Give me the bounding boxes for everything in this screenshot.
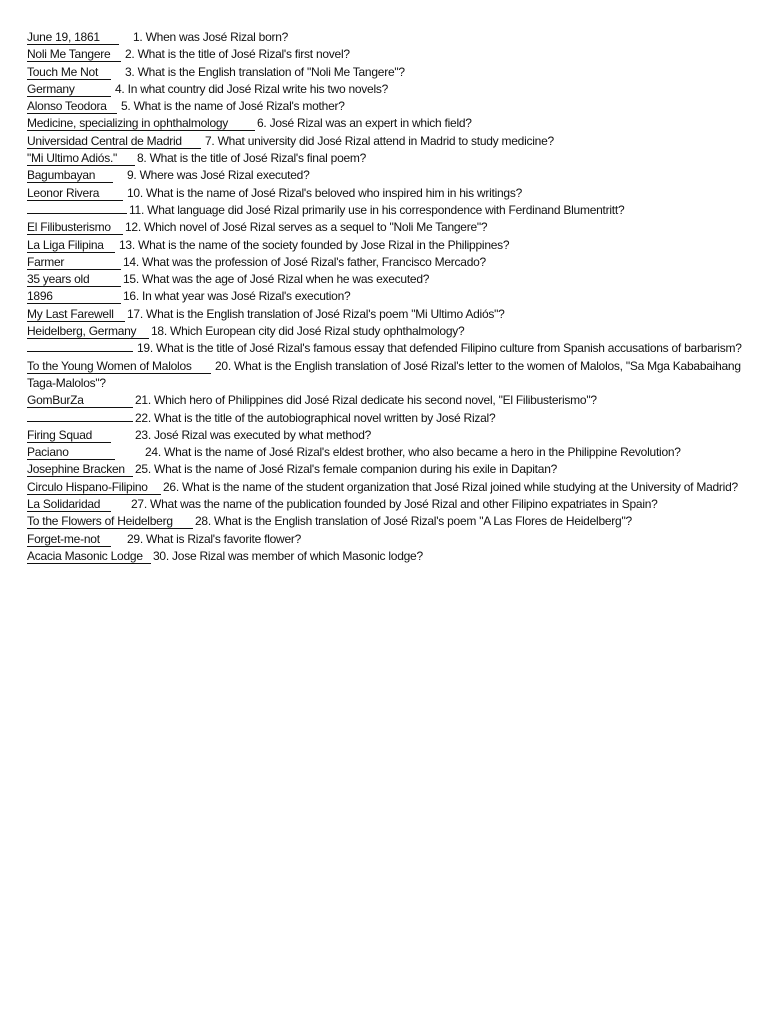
question-text: What is the name of the student organization that José Rizal joined while studying at the University of Madrid? (182, 479, 738, 494)
question-item (27, 392, 748, 409)
question-text: What was the age of José Rizal when he was executed? (142, 272, 430, 287)
question-text: Which novel of José Rizal serves as a sequel to "Noli Me Tangere"? (144, 220, 488, 235)
question-item (27, 237, 748, 254)
question-number: 30. (153, 548, 169, 563)
question-text: In what year was José Rizal's execution? (142, 289, 351, 304)
question-text: What is the title of José Rizal's final poem? (149, 151, 367, 166)
question-text: Which hero of Philippines did José Rizal dedicate his second novel, "El Filibusterismo"? (154, 393, 597, 408)
question-number: 6. (257, 116, 267, 131)
answer-blank: Noli Me Tangere (27, 48, 121, 62)
question-item (27, 150, 748, 167)
question-number: 13. (119, 237, 135, 252)
question-text: What was the name of the publication founded by José Rizal and other Filipino expatriates in Spain? (150, 497, 658, 512)
answer-blank: Heidelberg, Germany (27, 325, 149, 339)
question-item (27, 531, 748, 548)
answer-blank: Medicine, specializing in ophthalmology (27, 117, 255, 131)
answer-blank: Josephine Bracken (27, 463, 133, 477)
question-text: What is the English translation of "Noli Me Tangere"? (137, 64, 405, 79)
question-item (27, 461, 748, 478)
question-item (27, 444, 748, 461)
answer-blank: Paciano (27, 446, 115, 460)
answer-blank: El Filibusterismo (27, 221, 123, 235)
answer-blank: June 19, 1861 (27, 31, 119, 45)
question-number: 14. (123, 254, 139, 269)
question-number: 12. (125, 220, 141, 235)
answer-blank: Bagumbayan (27, 169, 113, 183)
question-text: What is the title of the autobiographical novel written by José Rizal? (154, 410, 496, 425)
question-number: 25. (135, 462, 151, 477)
question-text: In what country did José Rizal write his two novels? (127, 81, 389, 96)
question-text: What is the title of José Rizal's first novel? (137, 47, 350, 62)
question-item (27, 254, 748, 271)
question-number: 7. (205, 133, 215, 148)
question-list (27, 29, 748, 565)
question-item (27, 98, 748, 115)
question-item (27, 271, 748, 288)
answer-blank: Germany (27, 83, 111, 97)
question-text: What is the name of José Rizal's female companion during his exile in Dapitan? (154, 462, 558, 477)
question-number: 1. (133, 30, 143, 44)
answer-blank: Leonor Rivera (27, 187, 123, 201)
question-number: 29. (127, 531, 143, 546)
answer-blank: Forget-me-not (27, 533, 111, 547)
question-text: What is the English translation of José Rizal's letter to the women of Malolos, "Sa Mga Kababaihang Taga-Malolos"? (27, 358, 741, 390)
answer-blank: Touch Me Not (27, 66, 111, 80)
question-number: 19. (137, 341, 153, 356)
question-text: What was the profession of José Rizal's father, Francisco Mercado? (142, 254, 486, 269)
question-number: 2. (125, 47, 135, 62)
question-number: 28. (195, 514, 211, 529)
answer-blank: GomBurZa (27, 394, 133, 408)
question-number: 4. (115, 81, 125, 96)
question-number: 16. (123, 289, 139, 304)
question-item (27, 185, 748, 202)
question-text: What is the name of the society founded by Jose Rizal in the Philippines? (138, 237, 510, 252)
question-item (27, 46, 748, 63)
question-text: José Rizal was an expert in which field? (269, 116, 472, 131)
question-item (27, 323, 748, 340)
answer-blank: Acacia Masonic Lodge (27, 550, 151, 564)
question-text: Where was José Rizal executed? (139, 168, 310, 183)
question-number: 24. (145, 445, 161, 460)
question-text: What university did José Rizal attend in Madrid to study medicine? (217, 133, 554, 148)
answer-blank: 1896 (27, 290, 121, 304)
question-item (27, 81, 748, 98)
question-item (27, 427, 748, 444)
question-number: 18. (151, 324, 167, 339)
answer-blank: Circulo Hispano-Filipino (27, 481, 161, 495)
question-text: Jose Rizal was member of which Masonic lodge? (172, 548, 423, 563)
question-number: 23. (135, 427, 151, 442)
answer-blank (27, 351, 133, 352)
question-number: 27. (131, 497, 147, 512)
question-number: 22. (135, 410, 151, 425)
answer-blank: Firing Squad (27, 429, 111, 443)
question-number: 9. (127, 168, 137, 183)
question-number: 3. (125, 64, 135, 79)
question-item (27, 133, 748, 150)
answer-blank: To the Flowers of Heidelberg (27, 515, 193, 529)
question-text: What is the title of José Rizal's famous essay that defended Filipino culture from Spanish accusations of barbarism? (156, 341, 742, 356)
question-item (27, 496, 748, 513)
answer-blank: My Last Farewell (27, 308, 125, 322)
question-item (27, 219, 748, 236)
answer-blank: "Mi Ultimo Adiós." (27, 152, 135, 166)
question-number: 15. (123, 272, 139, 287)
question-text: When was José Rizal born? (145, 30, 289, 44)
question-text: What is the name of José Rizal's eldest brother, who also became a hero in the Philippine Revolution? (164, 445, 681, 460)
question-number: 10. (127, 185, 143, 200)
question-item (27, 306, 748, 323)
question-item (27, 513, 748, 530)
question-item (27, 64, 748, 81)
question-number: 5. (121, 99, 131, 114)
question-item (27, 548, 748, 565)
question-item (27, 340, 748, 357)
question-item (27, 410, 748, 427)
question-text: What is the English translation of José Rizal's poem "A Las Flores de Heidelberg"? (214, 514, 632, 529)
question-text: What is the name of José Rizal's mother? (133, 99, 345, 114)
question-number: 17. (127, 306, 143, 321)
answer-blank: La Solidaridad (27, 498, 111, 512)
answer-blank (27, 421, 133, 422)
question-number: 21. (135, 393, 151, 408)
question-item (27, 288, 748, 305)
question-item (27, 167, 748, 184)
question-number: 11. (129, 202, 145, 217)
question-text: What language did José Rizal primarily use in his correspondence with Ferdinand Blumentritt? (147, 202, 625, 217)
question-text: What is Rizal's favorite flower? (146, 531, 302, 546)
question-text: What is the name of José Rizal's beloved who inspired him in his writings? (146, 185, 523, 200)
answer-blank: Alonso Teodora (27, 100, 117, 114)
question-number: 8. (137, 151, 147, 166)
question-item (27, 29, 748, 46)
answer-blank: To the Young Women of Malolos (27, 360, 211, 374)
question-text: Which European city did José Rizal study ophthalmology? (170, 324, 465, 339)
question-text: José Rizal was executed by what method? (154, 427, 372, 442)
answer-blank: La Liga Filipina (27, 239, 115, 253)
question-item (27, 202, 748, 219)
answer-blank: 35 years old (27, 273, 121, 287)
question-item (27, 115, 748, 132)
question-item (27, 358, 748, 393)
question-number: 20. (215, 358, 231, 373)
question-number: 26. (163, 479, 179, 494)
answer-blank (27, 213, 127, 214)
answer-blank: Universidad Central de Madrid (27, 135, 201, 149)
question-item (27, 479, 748, 496)
question-text: What is the English translation of José Rizal's poem "Mi Ultimo Adiós"? (146, 306, 505, 321)
answer-blank: Farmer (27, 256, 121, 270)
